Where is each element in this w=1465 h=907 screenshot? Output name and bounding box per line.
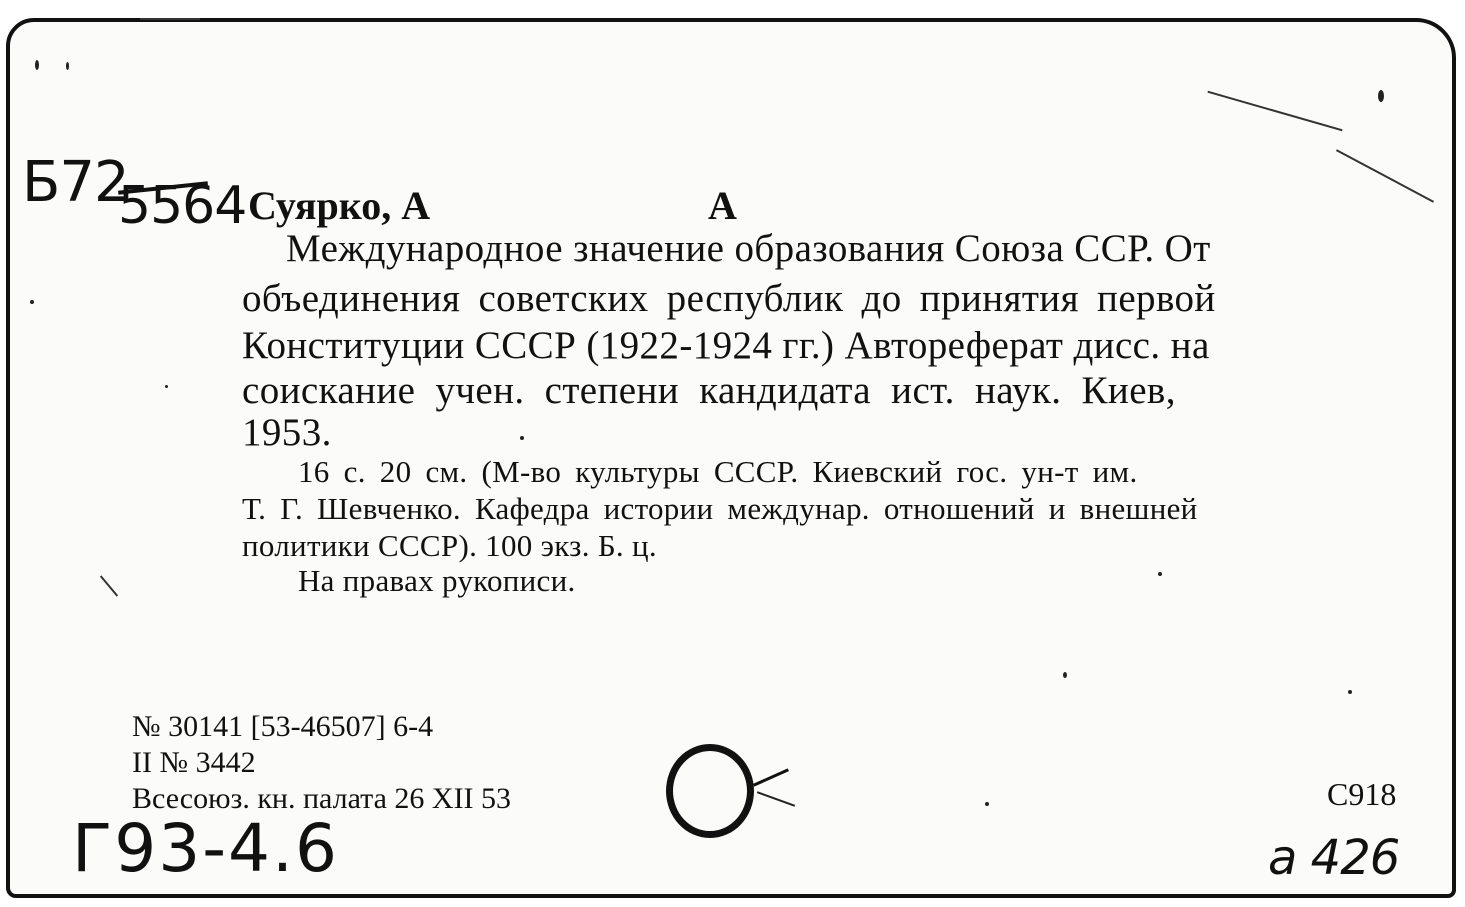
card-code: С918 <box>1327 776 1397 812</box>
description-line: 16 с. 20 см. (М-во культуры СССР. Киевский гос. ун-т им. <box>298 454 1138 489</box>
chamber-imprint: Всесоюз. кн. палата 26 XII 53 <box>132 782 512 815</box>
ink-speck <box>1378 90 1384 102</box>
handwritten-inventory-number: а 426 <box>1268 830 1400 886</box>
ink-speck <box>30 300 34 304</box>
title-line: 1953. <box>242 411 332 454</box>
shelfmark-bottom: 5564 <box>118 176 247 236</box>
shelfmark-top: Б72 <box>22 150 129 215</box>
circle-stamp <box>666 744 754 838</box>
index-letter: А <box>708 183 737 228</box>
description-line: политики СССР). 100 экз. Б. ц. <box>242 528 657 563</box>
ink-speck <box>985 802 989 806</box>
title-line: соискание учен. степени кандидата ист. наук. Киев, <box>242 369 1176 412</box>
ink-speck <box>165 385 168 388</box>
ink-speck <box>1348 690 1352 694</box>
description-line: Т. Г. Шевченко. Кафедра истории междунар. отношений и внешней <box>242 491 1198 526</box>
ink-speck <box>35 60 39 70</box>
ink-speck <box>66 62 69 70</box>
ink-speck <box>520 436 524 440</box>
rights-note: На правах рукописи. <box>298 563 576 598</box>
title-line: Конституции СССР (1922-1924 гг.) Автореферат дисс. на <box>242 324 1210 367</box>
ink-speck <box>1063 672 1067 678</box>
registration-number: № 30141 [53-46507] 6-4 <box>132 710 434 743</box>
series-number: II № 3442 <box>132 746 256 779</box>
scuff-mark <box>140 18 200 20</box>
handwritten-call-number: Г93-4.6 <box>72 810 340 887</box>
author-heading: Суярко, А <box>248 183 431 228</box>
title-line: объединения советских республик до принятия первой <box>242 277 1216 320</box>
ink-speck <box>1158 572 1162 576</box>
title-line: Международное значение образования Союза ССР. От <box>286 227 1211 270</box>
